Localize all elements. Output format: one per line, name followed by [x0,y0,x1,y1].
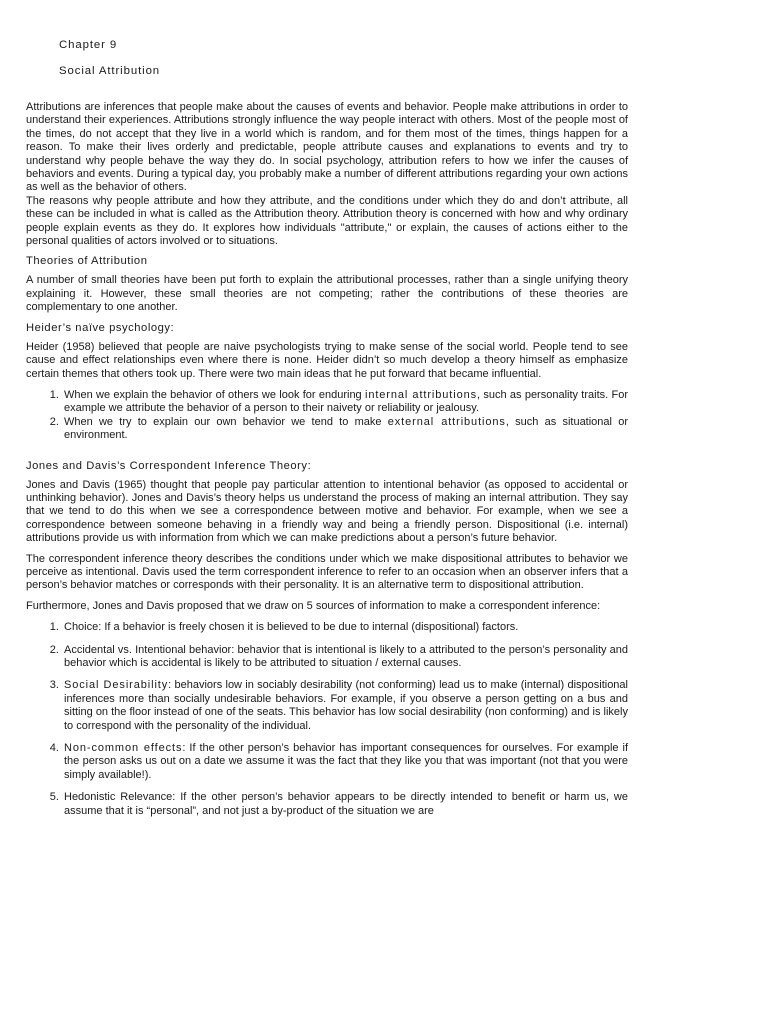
term: Hedonistic Relevance [64,791,173,804]
chapter-label: Chapter 9 [59,39,118,51]
list-item: 3. Social Desirability: behaviors low in sociably desirability (not conforming) lead us to make (internal) dispositional inferences more than socially undesirable behaviors. For example, if you observe a person getting on a bus and sitting on the floor instead of one of the seats. This behavior has low social desirability (non conforming) and is likely to correspond with the personality of the individual. [62,679,628,733]
list-item: 2. When we try to explain our own behavior we tend to make external attributions, such as situational or environment. [62,416,628,443]
term: Choice [64,621,99,634]
term: Non-common effects [64,742,183,755]
jones-heading: Jones and Davis’s Correspondent Inference Theory: [26,459,312,472]
list-item: 5. Hedonistic Relevance: If the other person’s behavior appears to be directly intended to benefit or harm us, we assume that it is “personal”, and not just a by-product of the situation we are [62,791,628,818]
sources-list [26,621,628,818]
intro-paragraph-1: Attributions are inferences that people make about the causes of events and behavior. People make attributions in order to understand their experiences. Attributions strongly influence the way people interact with others. Most of the people most of the times, do not accept that they live in a world which is random, and for them most of the times, things happen for a reason. To make their lives orderly and predictable, people attribute causes and explanations to events and try to understand why people behave the way they do. In social psychology, attribution refers to how we infer the causes of behaviors and events. During a typical day, you probably make a number of different attributions regarding your own actions as well as the behavior of others. [26,101,628,194]
theories-heading: Theories of Attribution [26,255,148,268]
term: internal attributions [364,388,478,401]
jones-paragraph-3: Furthermore, Jones and Davis proposed that we draw on 5 sources of information to make a correspondent inference: [26,599,601,612]
heider-paragraph: Heider (1958) believed that people are naive psychologists trying to make sense of the social world. People tend to see cause and effect relationships even where there is none. Heider didn’t so much develop a theory himself as emphasize certain themes that others took up. There were two main ideas that he put forward that became influential. [26,340,628,380]
intro-paragraph-2: The reasons why people attribute and how they attribute, and the conditions under which they do and don’t attribute, all these can be included in what is called as the Attribution theory. Attribution theory is concerned with how and why ordinary people explain events as they do. It explores how individuals "attribute," or explain, the causes of actions either to the personal qualities of actors involved or to situations. [26,194,628,248]
term: Social Desirability [64,679,169,692]
jones-paragraph-2: The correspondent inference theory describes the conditions under which we make dispositional attributes to behavior we perceive as intentional. Davis used the term correspondent inference to refer to an occasion when an observer infers that a person’s behavior matches or corresponds with their personality. It is an alternative term to dispositional attribution. [26,552,628,592]
heider-heading: Heider’s naïve psychology: [26,321,175,334]
list-item: 1. When we explain the behavior of others we look for enduring internal attributions, such as personality traits. For example we attribute the behavior of a person to their naivety or reliability or jealousy. [62,389,628,416]
term: Accidental vs. Intentional behavior [64,643,232,656]
term: external attributions [387,415,506,428]
list-item: 4. Non-common effects: If the other person’s behavior has important consequences for ourselves. For example if the person asks us out on a date we assume it was the fact that they like you that was important (not that you were simply available!). [62,742,628,782]
jones-paragraph-1: Jones and Davis (1965) thought that people pay particular attention to intentional behavior (as opposed to accidental or unthinking behavior). Jones and Davis’s theory helps us understand the process of making an internal attribution. They say that we tend to do this when we see a correspondence between motive and behavior. For example, when we see a correspondence between someone behaving in a friendly way and being a friendly person. Dispositional (i.e. internal) attributions provide us with information from which we can make predictions about a person’s future behavior. [26,478,628,545]
heider-list [26,389,628,443]
chapter-title: Social Attribution [59,65,161,77]
list-item: 1. Choice: If a behavior is freely chosen it is believed to be due to internal (dispositional) factors. [62,621,628,634]
list-item: 2. Accidental vs. Intentional behavior: behavior that is intentional is likely to a attributed to the person’s personality and behavior which is accidental is likely to be attributed to situation / external causes. [62,644,628,671]
theories-paragraph: A number of small theories have been put forth to explain the attributional processes, rather than a single unifying theory explaining it. However, these small theories are not competing; rather the contributions of these theories are complementary to one another. [26,274,628,314]
